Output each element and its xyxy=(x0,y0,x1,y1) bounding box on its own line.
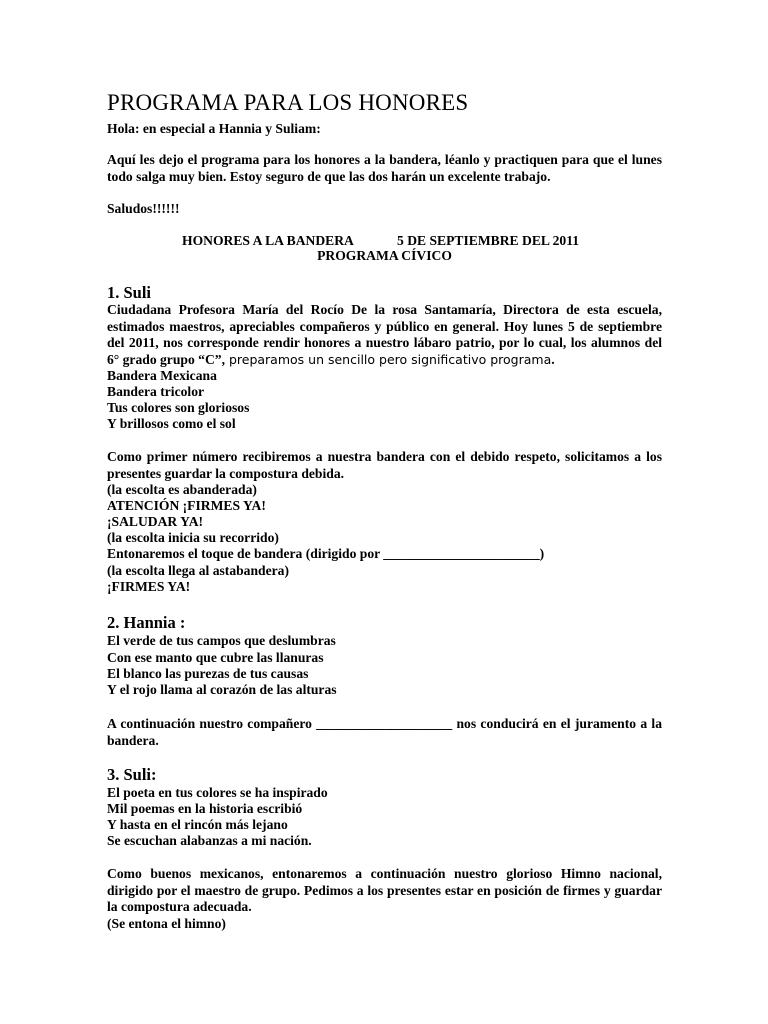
section-heading: 2. Hannia : xyxy=(107,613,186,632)
grade-group: 6° grado grupo “C”, xyxy=(107,351,225,367)
command-line: ATENCIÓN ¡FIRMES YA! xyxy=(107,498,266,513)
farewell: Saludos!!!!!! xyxy=(107,201,180,216)
paragraph-line: A continuación nuestro compañero ____________________ nos conducirá en el juramento a la xyxy=(107,716,662,731)
paragraph-line: estimados maestros, apreciables compañeros y público en general. Hoy lunes 5 de septiembre xyxy=(107,318,662,334)
command-line: (la escolta inicia su recorrido) xyxy=(107,530,279,545)
verse-line: El poeta en tus colores se ha inspirado xyxy=(107,785,328,800)
paragraph-line: Como primer número recibiremos a nuestra bandera con el debido respeto, solicitamos a los xyxy=(107,449,662,464)
command-line: (la escolta llega al astabandera) xyxy=(107,563,289,578)
paragraph-line: bandera. xyxy=(107,732,159,748)
paragraph-line: la compostura adecuada. xyxy=(107,899,252,914)
section-heading: 3. Suli: xyxy=(107,765,157,784)
section-paragraph xyxy=(107,716,662,749)
verse-line: Y hasta en el rincón más lejano xyxy=(107,817,288,832)
paragraph-line: dirigido por el maestro de grupo. Pedimos a los presentes estar en posición de firmes y guardar xyxy=(107,882,662,898)
command-line: Entonaremos el toque de bandera (dirigido por _______________________) xyxy=(107,546,545,561)
verse-line: Y brillosos como el sol xyxy=(107,416,236,431)
paragraph-line: Como buenos mexicanos, entonaremos a continuación nuestro glorioso Himno nacional, xyxy=(107,866,662,881)
command-line: ¡SALUDAR YA! xyxy=(107,514,204,529)
command-line: (la escolta es abanderada) xyxy=(107,482,257,497)
document-title: PROGRAMA PARA LOS HONORES xyxy=(107,90,469,115)
period: . xyxy=(551,351,555,367)
verse-line: Mil poemas en la historia escribió xyxy=(107,801,303,816)
header-right: 5 DE SEPTIEMBRE DEL 2011 xyxy=(397,233,580,248)
verse-line: Bandera Mexicana xyxy=(107,368,217,383)
header-left: HONORES A LA BANDERA xyxy=(182,233,354,248)
paragraph-line: presentes guardar la compostura debida. xyxy=(107,465,345,481)
paragraph-line: del 2011, nos corresponde rendir honores a nuestro lábaro patrio, por lo cual, los alumnos del xyxy=(107,335,662,350)
program-phrase: preparamos un sencillo pero significativo programa xyxy=(224,351,552,367)
intro-paragraph xyxy=(107,152,662,185)
section-paragraph xyxy=(107,866,662,916)
command-line: ¡FIRMES YA! xyxy=(107,579,191,594)
paragraph-line: Ciudadana Profesora María del Rocío De la rosa Santamaría, Directora de esta escuela, xyxy=(107,302,662,317)
verse-line: El blanco las purezas de tus causas xyxy=(107,666,309,681)
program-subtitle: PROGRAMA CÍVICO xyxy=(317,248,452,263)
section-paragraph xyxy=(107,302,662,368)
section-paragraph xyxy=(107,449,662,482)
paragraph-line xyxy=(107,352,662,369)
verse-line: Bandera tricolor xyxy=(107,384,205,399)
verse-line: Tus colores son gloriosos xyxy=(107,400,250,415)
stage-note: (Se entona el himno) xyxy=(107,916,226,931)
greeting: Hola: en especial a Hannia y Suliam: xyxy=(107,121,321,136)
intro-line: Aquí les dejo el programa para los honores a la bandera, léanlo y practiquen para que el lunes xyxy=(107,152,662,167)
section-heading: 1. Suli xyxy=(107,283,152,302)
verse-line: Se escuchan alabanzas a mi nación. xyxy=(107,833,312,848)
verse-line: El verde de tus campos que deslumbras xyxy=(107,633,336,648)
verse-line: Y el rojo llama al corazón de las alturas xyxy=(107,682,337,697)
intro-line: todo salga muy bien. Estoy seguro de que las dos harán un excelente trabajo. xyxy=(107,168,551,184)
verse-line: Con ese manto que cubre las llanuras xyxy=(107,650,324,665)
